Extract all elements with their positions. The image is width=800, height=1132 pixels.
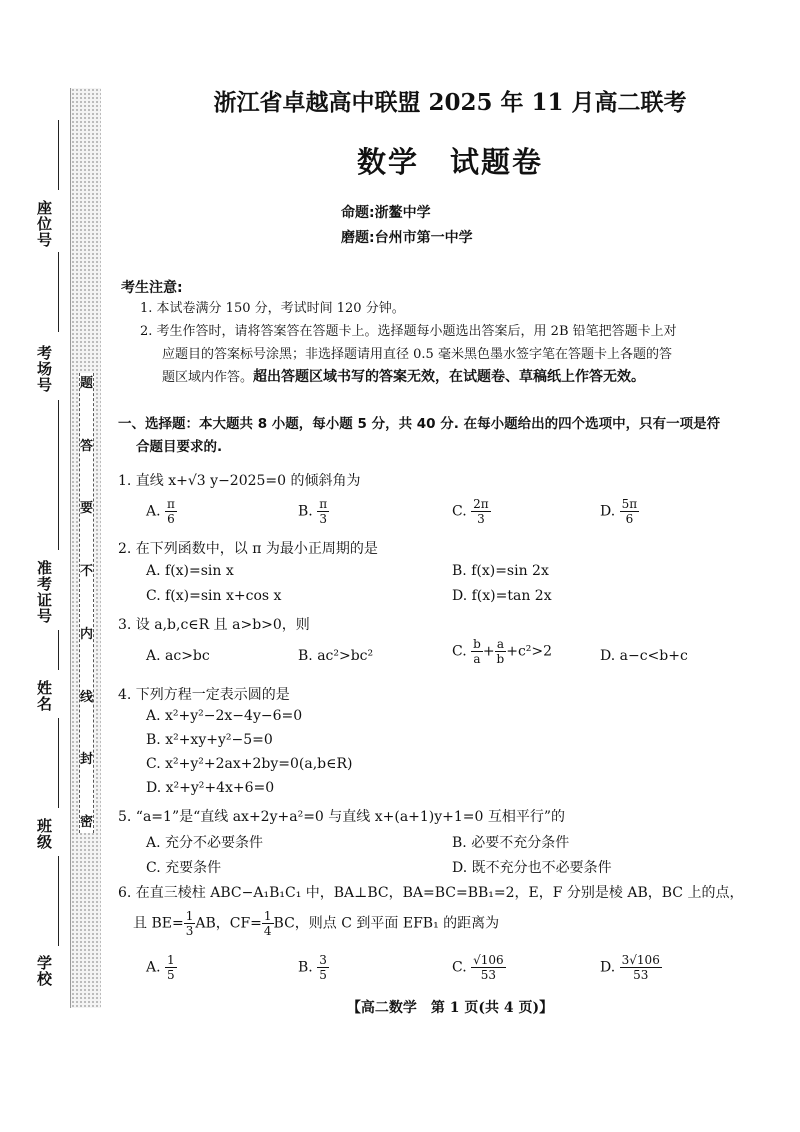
- numerator: 1: [185, 909, 194, 923]
- seat-number-label: 座位号: [35, 200, 53, 248]
- numerator: 2π: [473, 497, 489, 511]
- option-label: B.: [298, 503, 313, 520]
- plus-sign: +: [482, 643, 495, 660]
- fraction: [317, 498, 329, 525]
- exam-title: 浙江省卓越高中联盟 2025 年 11 月高二联考: [213, 89, 687, 116]
- notice-item-1: [140, 297, 740, 320]
- binding-margin: [70, 88, 101, 1008]
- question-1-option-a: [146, 498, 177, 525]
- question-6-option-d: [600, 954, 662, 981]
- q6-text-c: BC，则点 C 到平面 EFB₁ 的距离为: [273, 915, 500, 932]
- page-footer: 【高二数学 第 1 页(共 4 页)】: [346, 1000, 554, 1016]
- numerator: π: [319, 497, 328, 511]
- seat-number-line: [58, 120, 59, 190]
- notice-warning-bold: 超出答题区域书写的答案无效，在试题卷、草稿纸上作答无效。: [253, 369, 646, 385]
- seal-char: 题: [80, 376, 94, 391]
- question-1-option-d: [600, 498, 639, 525]
- question-6-option-a: [146, 954, 177, 981]
- fraction: [184, 910, 196, 937]
- question-3-option-a: A. ac>bc: [146, 648, 210, 664]
- question-1-stem: 1. 直线 x+√3 y−2025=0 的倾斜角为: [118, 473, 361, 489]
- fraction: [471, 498, 491, 525]
- question-3-option-c: [452, 638, 552, 665]
- class-label: 班级: [35, 818, 53, 850]
- numerator: 5π: [621, 497, 638, 511]
- name-line: [58, 718, 59, 808]
- question-4-option-d: D. x²+y²+4x+6=0: [146, 780, 275, 796]
- question-6-option-b: [298, 954, 329, 981]
- question-2-option-d: D. f(x)=tan 2x: [452, 588, 552, 604]
- denominator: 5: [167, 968, 175, 982]
- numerator: π: [167, 497, 175, 511]
- question-4-option-a: A. x²+y²−2x−4y−6=0: [146, 708, 303, 724]
- seal-char: 密: [80, 814, 94, 830]
- fraction: [620, 954, 662, 981]
- reviewer-credit: 磨题:台州市第一中学: [341, 230, 473, 246]
- question-6-stem-line-2: [133, 910, 773, 937]
- numerator: √106: [473, 953, 504, 967]
- seat-number-line-lower: [58, 252, 59, 332]
- numerator: 1: [263, 909, 272, 923]
- question-1-option-b: [298, 498, 329, 525]
- question-2-stem: 2. 在下列函数中，以 π 为最小正周期的是: [118, 541, 378, 557]
- seal-char: 答: [80, 438, 94, 454]
- denominator: b: [496, 652, 505, 666]
- numerator: a: [495, 638, 507, 652]
- fraction: [471, 954, 506, 981]
- notice-item-2: [140, 320, 740, 389]
- question-5-option-d: D. 既不充分也不必要条件: [452, 860, 612, 876]
- fraction: [471, 638, 483, 665]
- school-label: 学校: [35, 955, 53, 987]
- section-1-line-2: 合题目要求的.: [136, 439, 223, 455]
- setter-credit: 命题:浙鳌中学: [341, 205, 431, 221]
- numerator: 3√106: [621, 953, 660, 967]
- section-1-line-1: 一、选择题：本大题共 8 小题，每小题 5 分，共 40 分. 在每小题给出的四个选项中，只有一项是符: [118, 416, 721, 432]
- question-1-option-c: [452, 498, 491, 525]
- fraction: [495, 638, 507, 665]
- question-4-stem: 4. 下列方程一定表示圆的是: [118, 687, 290, 703]
- fraction: [165, 954, 177, 981]
- option-tail: +c²>2: [506, 643, 553, 660]
- numerator: b: [473, 637, 481, 651]
- seal-char: 线: [80, 689, 94, 705]
- question-6-stem-line-1: 6. 在直三棱柱 ABC−A₁B₁C₁ 中，BA⊥BC，BA=BC=BB₁=2，E，F 分别是棱 AB，BC 上的点，: [118, 885, 744, 901]
- seal-char: 封: [80, 752, 94, 768]
- option-label: D.: [600, 503, 616, 520]
- class-line: [58, 856, 59, 946]
- question-3-option-b: B. ac²>bc²: [298, 648, 374, 664]
- seal-char: 不: [80, 564, 94, 580]
- option-label: A.: [146, 503, 161, 520]
- denominator: 53: [633, 968, 649, 982]
- seal-char: 内: [80, 626, 94, 642]
- option-label: B.: [298, 959, 313, 976]
- notice-item-2-line-3: [140, 366, 740, 389]
- notice-heading: 考生注意:: [121, 280, 183, 296]
- admission-number-line: [58, 630, 59, 670]
- option-label: C.: [452, 503, 467, 520]
- option-label: D.: [600, 959, 616, 976]
- question-5-option-a: A. 充分不必要条件: [146, 835, 264, 851]
- numerator: 3: [319, 953, 327, 967]
- fraction: [262, 910, 274, 937]
- option-label: A.: [146, 959, 161, 976]
- denominator: 4: [263, 924, 272, 938]
- denominator: 3: [319, 512, 327, 526]
- denominator: a: [473, 652, 481, 666]
- question-2-option-c: C. f(x)=sin x+cos x: [146, 588, 282, 604]
- notice-item-2-line-2: 应题目的答案标号涂黑；非选择题请用直径 0.5 毫米黑色墨水签字笔在答题卡上各题的答: [162, 347, 672, 362]
- option-label: C.: [452, 959, 467, 976]
- question-5-option-b: B. 必要不充分条件: [452, 835, 570, 851]
- fraction: [317, 954, 329, 981]
- question-5-option-c: C. 充要条件: [146, 860, 222, 876]
- numerator: 1: [167, 953, 175, 967]
- question-4-option-c: C. x²+y²+2ax+2by=0(a,b∈R): [146, 756, 353, 772]
- question-3-option-d: D. a−c<b+c: [600, 648, 688, 664]
- denominator: 3: [185, 924, 194, 938]
- notice-item-2-line-1: 2. 考生作答时，请将答案答在答题卡上。选择题每小题选出答案后，用 2B 铅笔把答题卡上对: [140, 324, 677, 339]
- denominator: 53: [480, 968, 497, 982]
- fraction: [165, 498, 177, 525]
- q6-text-a: 且 BE=: [133, 915, 184, 932]
- question-2-option-b: B. f(x)=sin 2x: [452, 563, 549, 579]
- denominator: 5: [319, 968, 327, 982]
- question-2-option-a: A. f(x)=sin x: [146, 563, 234, 579]
- section-1-heading: [118, 413, 748, 459]
- exam-subtitle: 数学 试题卷: [356, 145, 543, 179]
- q6-text-b: AB，CF=: [195, 915, 262, 932]
- question-5-stem: 5. “a=1”是“直线 ax+2y+a²=0 与直线 x+(a+1)y+1=0 互相平行”的: [118, 809, 566, 825]
- notice-item-2-line-3-prefix: 题区域内作答。: [162, 370, 254, 385]
- fraction: [620, 498, 640, 525]
- question-4-option-b: B. x²+xy+y²−5=0: [146, 732, 273, 748]
- seal-line-strip: [79, 373, 94, 833]
- seal-char: 要: [80, 501, 94, 517]
- denominator: 6: [167, 512, 175, 526]
- denominator: 3: [477, 512, 485, 526]
- name-label: 姓名: [35, 680, 53, 712]
- exam-room-label: 考场号: [35, 345, 53, 393]
- denominator: 6: [625, 512, 634, 526]
- option-label: C.: [452, 643, 467, 660]
- admission-number-label: 准考证号: [35, 560, 53, 624]
- notice-item-1-text: 1. 本试卷满分 150 分，考试时间 120 分钟。: [140, 301, 405, 316]
- exam-room-line: [58, 400, 59, 550]
- question-6-option-c: [452, 954, 506, 981]
- question-3-stem: 3. 设 a,b,c∈R 且 a>b>0，则: [118, 617, 310, 633]
